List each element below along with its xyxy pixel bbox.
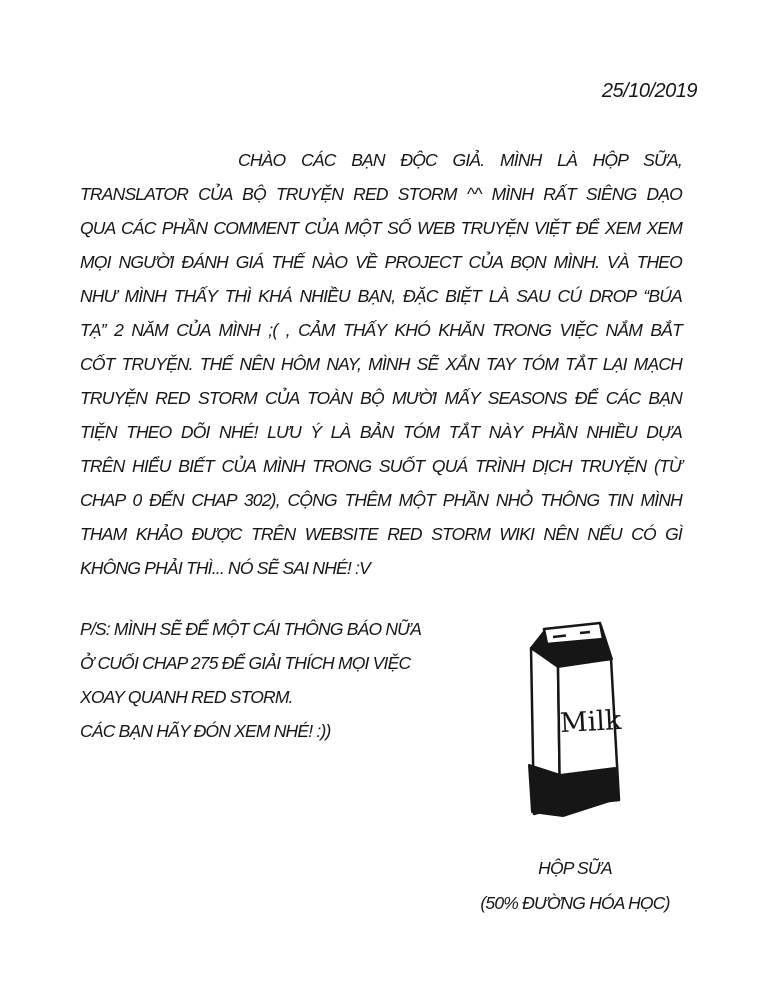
body-line: MỌI NGƯỜI ĐÁNH GIÁ THẾ NÀO VỀ PROJECT CỦA BỌN MÌNH. VÀ THEO [80,252,682,272]
milk-label: Milk [559,704,623,740]
date-label: 25/10/2019 [601,80,697,102]
signature-subtitle: (50% ĐƯỜNG HÓA HỌC) [480,893,670,913]
postscript-note [80,612,500,748]
body-line: THAM KHẢO ĐƯỢC TRÊN WEBSITE RED STORM WIKI NÊN NẾU CÓ GÌ [80,524,682,544]
body-line: KHÔNG PHẢI THÌ... NÓ SẼ SAI NHÉ! :V [80,558,370,578]
body-line: CHAP 0 ĐẾN CHAP 302), CỘNG THÊM MỘT PHẦN NHỎ THÔNG TIN MÌNH [80,490,682,510]
body-line: TRUYỆN RED STORM CỦA TOÀN BỘ MƯỜI MẤY SEASONS ĐỂ CÁC BẠN [80,388,682,408]
spout-dash [580,632,590,633]
body-line: TRANSLATOR CỦA BỘ TRUYỆN RED STORM ^^ MÌNH RẤT SIÊNG DẠO [80,184,682,204]
carton-bottom-band [529,765,619,816]
translator-note-paragraph [80,143,682,585]
ps-line: Ở CUỐI CHAP 275 ĐỂ GIẢI THÍCH MỌI VIỆC [80,653,411,673]
ps-line: CÁC BẠN HÃY ĐÓN XEM NHÉ! :)) [80,721,331,741]
spout-dash [553,636,566,638]
body-line: NHƯ MÌNH THẤY THÌ KHÁ NHIỀU BẠN, ĐẶC BIỆT LÀ SAU CÚ DROP “BÚA [80,286,682,306]
body-line: CHÀO CÁC BẠN ĐỘC GIẢ. MÌNH LÀ HỘP SỮA, [238,150,682,170]
milk-carton-icon [522,612,626,822]
ps-line: XOAY QUANH RED STORM. [80,687,293,707]
body-line: TẠ” 2 NĂM CỦA MÌNH ;( , CẢM THẤY KHÓ KHĂN TRONG VIỆC NẮM BẮT [80,320,682,340]
body-line: TIỆN THEO DÕI NHÉ! LƯU Ý LÀ BẢN TÓM TẮT NÀY PHẦN NHIỀU DỰA [80,422,682,442]
body-line: CỐT TRUYỆN. THẾ NÊN HÔM NAY, MÌNH SẼ XẮN TAY TÓM TẮT LẠI MẠCH [80,354,682,374]
body-line: TRÊN HIỂU BIẾT CỦA MÌNH TRONG SUỐT QUÁ TRÌNH DỊCH TRUYỆN (TỪ [80,456,682,476]
signature-block [400,851,750,921]
signature-name: HỘP SỮA [538,858,612,878]
body-line: QUA CÁC PHẦN COMMENT CỦA MỘT SỐ WEB TRUYỆN VIỆT ĐỂ XEM XEM [80,218,682,238]
ps-line: P/S: MÌNH SẼ ĐỂ MỘT CÁI THÔNG BÁO NỮA [80,619,422,639]
milk-carton-illustration [522,612,626,822]
carton-spout [544,623,603,644]
